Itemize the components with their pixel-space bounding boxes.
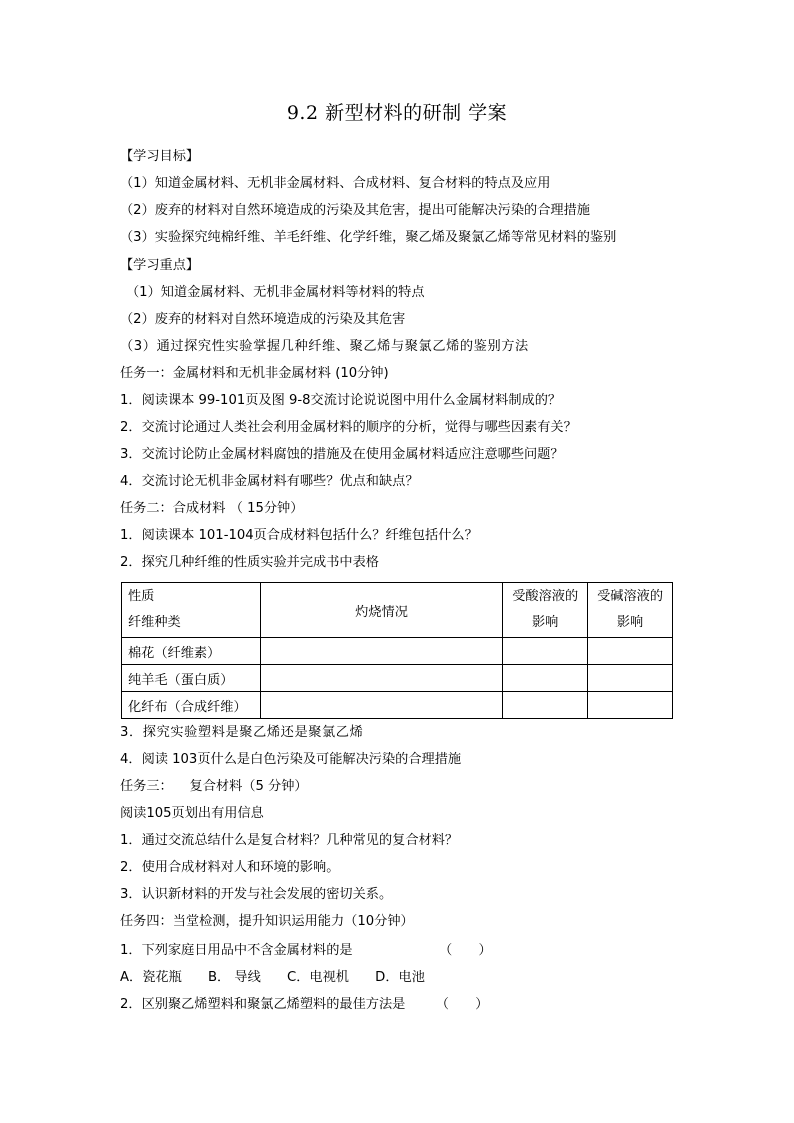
fiber-property-table [121,582,673,719]
acid-answer-cell[interactable] [503,692,588,719]
task3-item: 2．使用合成材料对人和环境的影响。 [120,860,340,875]
option-c: C．电视机 [287,970,349,985]
table-corner-cell [122,583,261,638]
task3-item: 3．认识新材料的开发与社会发展的密切关系。 [120,887,393,902]
acid-header-cell [503,583,588,638]
objective-item: （3）实验探究纯棉纤维、羊毛纤维、化学纤维，聚乙烯及聚氯乙烯等常见材料的鉴别 [120,230,617,245]
question-1-stem: 1．下列家庭日用品中不含金属材料的是 [120,943,353,958]
alkali-answer-cell[interactable] [588,638,673,665]
acid-header-line2: 影响 [532,615,559,630]
objective-item: （1）知道金属材料、无机非金属材料、合成材料、复合材料的特点及应用 [120,176,551,191]
keypoint-item: （1）知道金属材料、无机非金属材料等材料的特点 [126,285,425,300]
option-d: D．电池 [375,970,425,985]
task2-heading: 任务二：合成材料 （ 15分钟） [120,501,304,516]
task3-item: 1．通过交流总结什么是复合材料？几种常见的复合材料？ [120,833,459,848]
table-row [122,665,673,692]
acid-answer-cell[interactable] [503,638,588,665]
keypoint-item: （2）废弃的材料对自然环境造成的污染及其危害 [120,312,406,327]
keypoints-heading: 【学习重点】 [120,258,200,273]
question-2-answer-blank[interactable]: （ ） [435,997,489,1012]
burn-answer-cell[interactable] [260,638,503,665]
question-1-answer-blank[interactable]: （ ） [438,943,492,958]
question-2-stem: 2．区别聚乙烯塑料和聚氯乙烯塑料的最佳方法是 [120,997,406,1012]
task2-item: 1．阅读课本 101-104页合成材料包括什么？纤维包括什么？ [120,528,478,543]
page-title: 9.2 新型材料的研制 学案 [286,102,508,124]
task2-item: 2．探究几种纤维的性质实验并完成书中表格 [120,555,379,570]
task1-item: 2．交流讨论通过人类社会利用金属材料的顺序的分析，觉得与哪些因素有关？ [120,420,577,435]
task1-item: 1．阅读课本 99-101页及图 9-8交流讨论说说图中用什么金属材料制成的？ [120,393,562,408]
task2-item: 3．探究实验塑料是聚乙烯还是聚氯乙烯 [120,725,364,740]
alkali-answer-cell[interactable] [588,665,673,692]
task1-item: 4．交流讨论无机非金属材料有哪些？优点和缺点？ [120,474,419,489]
acid-header-line1: 受酸溶液的 [512,589,579,604]
corner-fiber-type-label: 纤维种类 [128,615,181,630]
task4-heading: 任务四：当堂检测，提升知识运用能力（10分钟） [120,914,414,929]
option-b: B． 导线 [207,970,261,985]
question-1-options [120,969,447,987]
task3-intro: 阅读105页划出有用信息 [120,806,264,821]
alkali-header-line2: 影响 [616,615,644,630]
objective-item: （2）废弃的材料对自然环境造成的污染及其危害，提出可能解决污染的合理措施 [120,203,590,218]
task2-item: 4．阅读 103页什么是白色污染及可能解决污染的合理措施 [120,752,462,767]
keypoint-item: （3）通过探究性实验掌握几种纤维、聚乙烯与聚氯乙烯的鉴别方法 [120,339,529,354]
task1-heading: 任务一：金属材料和无机非金属材料 (10分钟) [120,366,389,381]
task1-item: 3．交流讨论防止金属材料腐蚀的措施及在使用金属材料适应注意哪些问题？ [120,447,564,462]
table-row [122,638,673,665]
burn-header-cell: 灼烧情况 [260,583,503,638]
table-header-row [122,583,673,638]
question-2 [120,996,488,1014]
objectives-heading: 【学习目标】 [120,149,200,164]
task3-heading: 任务三： 复合材料（5 分钟） [120,779,308,794]
burn-answer-cell[interactable] [260,692,503,719]
option-a: A．瓷花瓶 [120,970,182,985]
question-1 [120,942,492,960]
corner-property-label: 性质 [128,589,155,604]
fiber-name-cell: 化纤布（合成纤维） [122,692,261,719]
table-row [122,692,673,719]
fiber-name-cell: 棉花（纤维素） [122,638,261,665]
fiber-name-cell: 纯羊毛（蛋白质） [122,665,261,692]
alkali-answer-cell[interactable] [588,692,673,719]
alkali-header-line1: 受碱溶液的 [597,589,664,604]
acid-answer-cell[interactable] [503,665,588,692]
alkali-header-cell [588,583,673,638]
burn-answer-cell[interactable] [260,665,503,692]
